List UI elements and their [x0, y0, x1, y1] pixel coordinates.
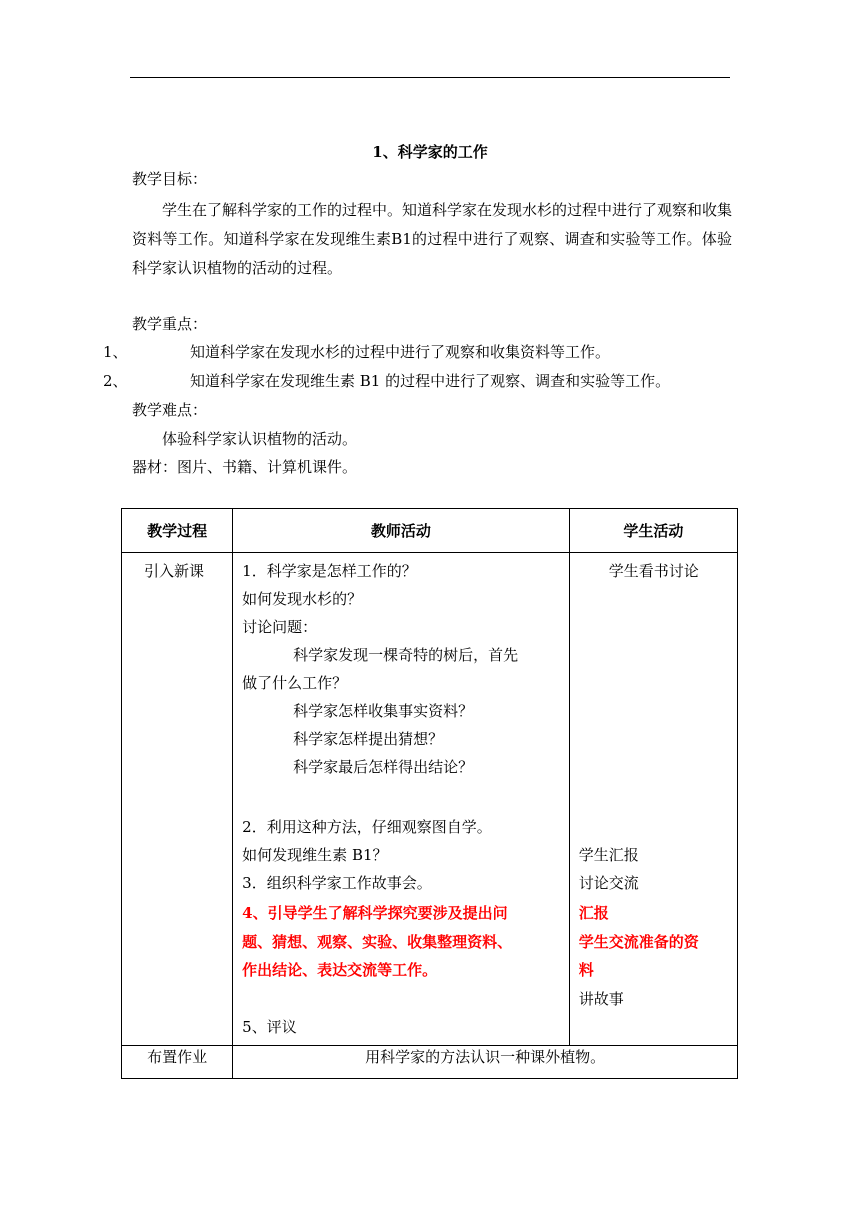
materials-line: 器材：图片、书籍、计算机课件。 [132, 458, 358, 476]
key-points-heading: 教学重点： [132, 315, 208, 333]
page-title: 1、科学家的工作 [372, 143, 488, 161]
teacher-line: 1．科学家是怎样工作的？ [242, 562, 417, 580]
key-point-number: 2、 [103, 372, 128, 390]
header-rule [130, 77, 730, 78]
teacher-line: 3．组织科学家工作故事会。 [242, 874, 432, 892]
teacher-line-highlight: 题、猜想、观察、实验、收集整理资料、 [242, 933, 513, 951]
teacher-line-highlight: 4、引导学生了解科学探究要涉及提出问 [242, 904, 508, 922]
student-line: 讲故事 [578, 990, 624, 1008]
teacher-line: 做了什么工作？ [242, 674, 348, 692]
table-row [122, 553, 738, 1046]
key-point-item: 知道科学家在发现维生素 B1 的过程中进行了观察、调查和实验等工作。 [190, 372, 671, 390]
teacher-line: 2．利用这种方法，仔细观察图自学。 [242, 818, 492, 836]
teacher-line-highlight: 作出结论、表达交流等工作。 [242, 961, 438, 979]
teacher-line: 科学家怎样提出猜想？ [293, 730, 444, 748]
teacher-line: 科学家发现一棵奇特的树后，首先 [293, 646, 519, 664]
teacher-activity-cell [233, 553, 570, 1046]
teacher-line: 讨论问题： [242, 618, 318, 636]
student-line: 学生汇报 [578, 846, 639, 864]
student-line-highlight: 料 [578, 961, 594, 979]
student-line-highlight: 汇报 [578, 904, 609, 922]
homework-label: 布置作业 [122, 1046, 233, 1079]
teacher-line: 5、评议 [242, 1018, 297, 1036]
lesson-plan-table [121, 508, 738, 1079]
objectives-paragraph [132, 196, 732, 283]
objectives-heading: 教学目标： [132, 170, 208, 188]
key-point-item: 知道科学家在发现水杉的过程中进行了观察和收集资料等工作。 [190, 343, 611, 361]
student-activity-cell [569, 553, 737, 1046]
table-row [122, 1046, 738, 1079]
header-teacher: 教师活动 [233, 509, 570, 553]
homework-text: 用科学家的方法认识一种课外植物。 [233, 1046, 738, 1079]
header-student: 学生活动 [569, 509, 737, 553]
intro-cell [122, 553, 233, 1046]
intro-label: 引入新课 [144, 562, 205, 580]
student-line: 讨论交流 [578, 874, 639, 892]
difficulty-text: 体验科学家认识植物的活动。 [162, 430, 358, 448]
difficulty-heading: 教学难点： [132, 401, 208, 419]
objectives-text: 学生在了解科学家的工作的过程中。知道科学家在发现水杉的过程中进行了观察和收集资料等工作。知道科学家在发现维生素B1的过程中进行了观察、调查和实验等工作。体验科学家认识植物的活动的过程。 [132, 201, 733, 277]
key-point-number: 1、 [103, 343, 128, 361]
student-line-highlight: 学生交流准备的资 [578, 933, 699, 951]
table-header-row [122, 509, 738, 553]
teacher-line: 科学家最后怎样得出结论？ [293, 758, 474, 776]
header-process: 教学过程 [122, 509, 233, 553]
teacher-line: 如何发现水杉的？ [242, 590, 363, 608]
teacher-line: 如何发现维生素 B1？ [242, 846, 388, 864]
teacher-line: 科学家怎样收集事实资料？ [293, 702, 474, 720]
student-line: 学生看书讨论 [608, 562, 699, 580]
